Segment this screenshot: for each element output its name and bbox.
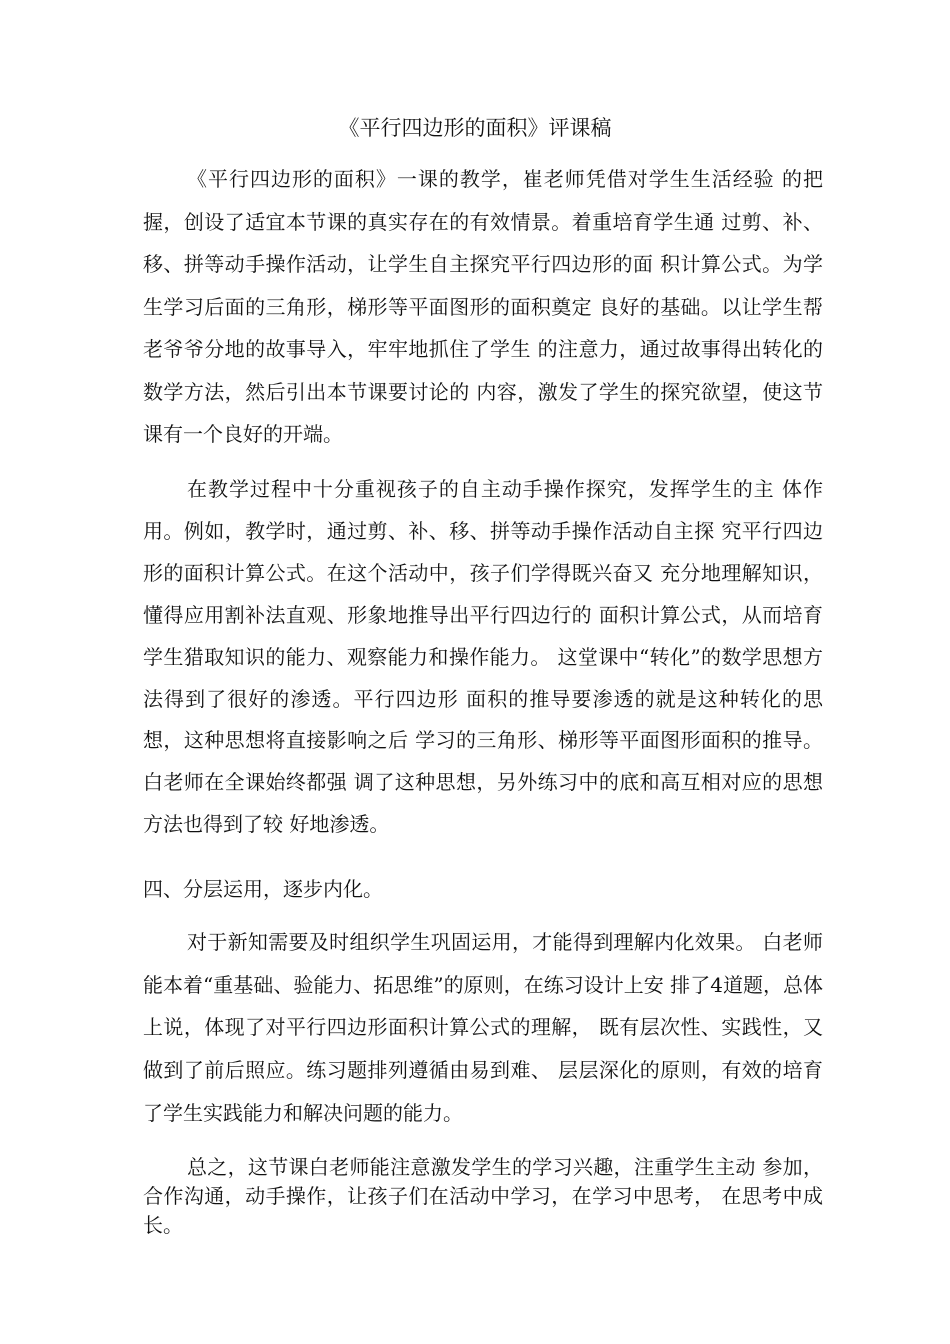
paragraph-text: 在教学过程中十分重视孩子的自主动手操作探究，发挥学生的主 体作用。例如，教学时，通过剪、补、移、拼等动手操作活动自主探 究平行四边形的面积计算公式。在这个活动中，孩子们学得既兴奋又 充分地理解知识，懂得应用割补法直观、形象地推导出平行四边行的 面积计算公式，从而培育学生猎取知识的能力、观察能力和操作能力。 这堂课中“转化”的数学思想方法得到了很好的渗透。平行四边形 面积的推导要渗透的就是这种转化的思想，这种思想将直接影响之后 学习的三角形、梯形等平面图形面积的推导。白老师在全课始终都强 调了这种思想，另外练习中的底和高互相对应的思想方法也得到了较 好地渗透。 [143,477,823,837]
paragraph-text: 对于新知需要及时组织学生巩固运用，才能得到理解内化效果。 白老师能本着“重基础、验能力、拓思维”的原则，在练习设计上安 排了4道题，总体上说，体现了对平行四边形面积计算公式的理解， 既有层次性、实践性，又做到了前后照应。练习题排列遵循由易到难、 层层深化的原则，有效的培育了学生实践能力和解决问题的能力。 [143,930,823,1125]
paragraph-practice [143,921,823,1135]
document-title: 《平行四边形的面积》评课稿 [338,116,612,140]
paragraph-introduction [143,158,823,456]
section-heading [143,872,823,906]
paragraph-text: 《平行四边形的面积》一课的教学，崔老师凭借对学生生活经验 的把握，创设了适宜本节课的真实存在的有效情景。着重培育学生通 过剪、补、移、拼等动手操作活动，让学生自主探究平行四边形的面 积计算公式。为学生学习后面的三角形，梯形等平面图形的面积奠定 良好的基础。以让学生帮老爷爷分地的故事导入，牢牢地抓住了学生 的注意力，通过故事得出转化的数学方法，然后引出本节课要讨论的 内容，激发了学生的探究欲望，使这节课有一个良好的开端。 [143,167,823,446]
paragraph-text: 总之，这节课白老师能注意激发学生的学习兴趣，注重学生主动 参加，合作沟通，动手操作，让孩子们在活动中学习，在学习中思考， 在思考中成长。 [143,1155,823,1237]
paragraph-summary [143,1153,823,1240]
section-heading-text: 四、分层运用，逐步内化。 [143,877,383,901]
paragraph-hands-on-exploration [143,469,823,846]
